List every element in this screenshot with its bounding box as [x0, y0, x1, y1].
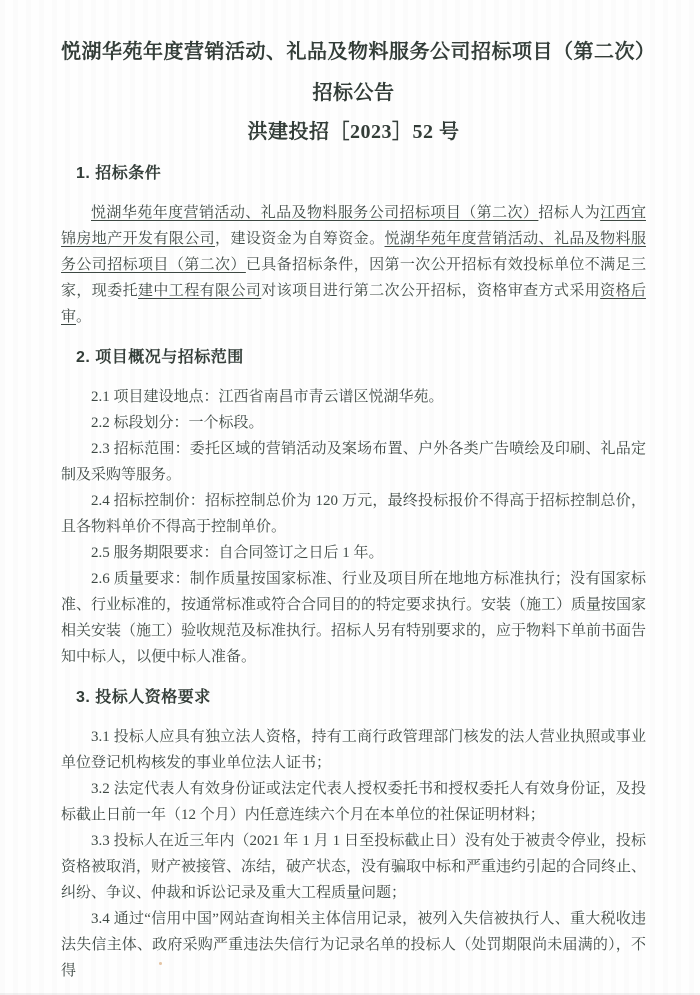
- item-2-4: 2.4 招标控制价：招标控制总价为 120 万元，最终投标报价不得高于招标控制总价，且各物料单价不得高于控制单价。: [61, 493, 646, 535]
- document-number: 洪建投招［2023］52 号: [247, 121, 460, 143]
- item-3-1: 3.1 投标人应具有独立法人资格，持有工商行政管理部门核发的法人营业执照或事业单位登记机构核发的事业单位法人证书；: [61, 729, 646, 771]
- section-1-paragraph: [61, 200, 646, 330]
- section-2-heading: 2. 项目概况与招标范围: [76, 349, 244, 366]
- section-bidder-qualifications: [61, 686, 646, 984]
- underlined-text: 悦湖华苑年度营销活动、礼品及物料服务公司招标项目（第二次）: [61, 231, 646, 273]
- text-run: 已具备招标条件，因第一次公开招标有效投标单位不满足三家，现委托: [61, 257, 646, 299]
- underlined-text: 悦湖华苑年度营销活动、礼品及物料服务公司招标项目（第二次）: [91, 205, 539, 221]
- document-title: 悦湖华苑年度营销活动、礼品及物料服务公司招标项目（第二次）: [61, 41, 656, 63]
- text-run: 对该项目进行第二次公开招标，资格审查方式采用: [261, 283, 601, 299]
- item-2-6: 2.6 质量要求：制作质量按国家标准、行业及项目所在地地方标准执行；没有国家标准、行业标准的，按通常标准或符合合同目的的特定要求执行。安装（施工）质量按国家相关安装（施工）验收规范及标准执行。招标人另有特别要求的，应于物料下单前书面告知中标人，以便中标人准备。: [61, 571, 647, 665]
- text-run: 招标人为: [538, 205, 601, 221]
- section-bidding-conditions: [61, 162, 646, 330]
- section-3-heading: 3. 投标人资格要求: [76, 689, 211, 706]
- section-1-heading: 1. 招标条件: [76, 165, 162, 182]
- text-run: ，建设资金为自筹资金。: [215, 231, 385, 247]
- text-run: 。: [76, 309, 92, 325]
- item-2-2: 2.2 标段划分：一个标段。: [91, 415, 264, 431]
- underlined-text: 建中工程有限公司: [138, 283, 262, 299]
- item-3-3: 3.3 投标人在近三年内（2021 年 1 月 1 日至投标截止日）没有处于被责令停业，投标资格被取消，财产被接管、冻结，破产状态，没有骗取中标和严重违约引起的合同终止、纠纷、争议、仲裁和诉讼记录及重大工程质量问题；: [61, 833, 647, 901]
- scan-speck-artifact: [159, 962, 162, 965]
- item-3-4: 3.4 通过“信用中国”网站查询相关主体信用记录，被列入失信被执行人、重大税收违法失信主体、政府采购严重违法失信行为记录名单的投标人（处罚期限尚未届满的），不得: [61, 911, 646, 979]
- section-project-overview: [61, 346, 646, 670]
- item-3-2: 3.2 法定代表人有效身份证或法定代表人授权委托书和授权委托人有效身份证，及投标截止日前一年（12 个月）内任意连续六个月在本单位的社保证明材料；: [61, 781, 646, 823]
- underlined-text: 江西宜锦房地产开发有限公司: [61, 205, 646, 247]
- underlined-text: 资格后审: [61, 283, 646, 325]
- document-subtitle: 招标公告: [312, 82, 395, 104]
- item-2-3: 2.3 招标范围：委托区域的营销活动及案场布置、户外各类广告喷绘及印刷、礼品定制及采购等服务。: [61, 441, 646, 483]
- item-2-1: 2.1 项目建设地点：江西省南昌市青云谱区悦湖华苑。: [91, 389, 444, 405]
- item-2-5: 2.5 服务期限要求：自合同签订之日后 1 年。: [91, 545, 384, 561]
